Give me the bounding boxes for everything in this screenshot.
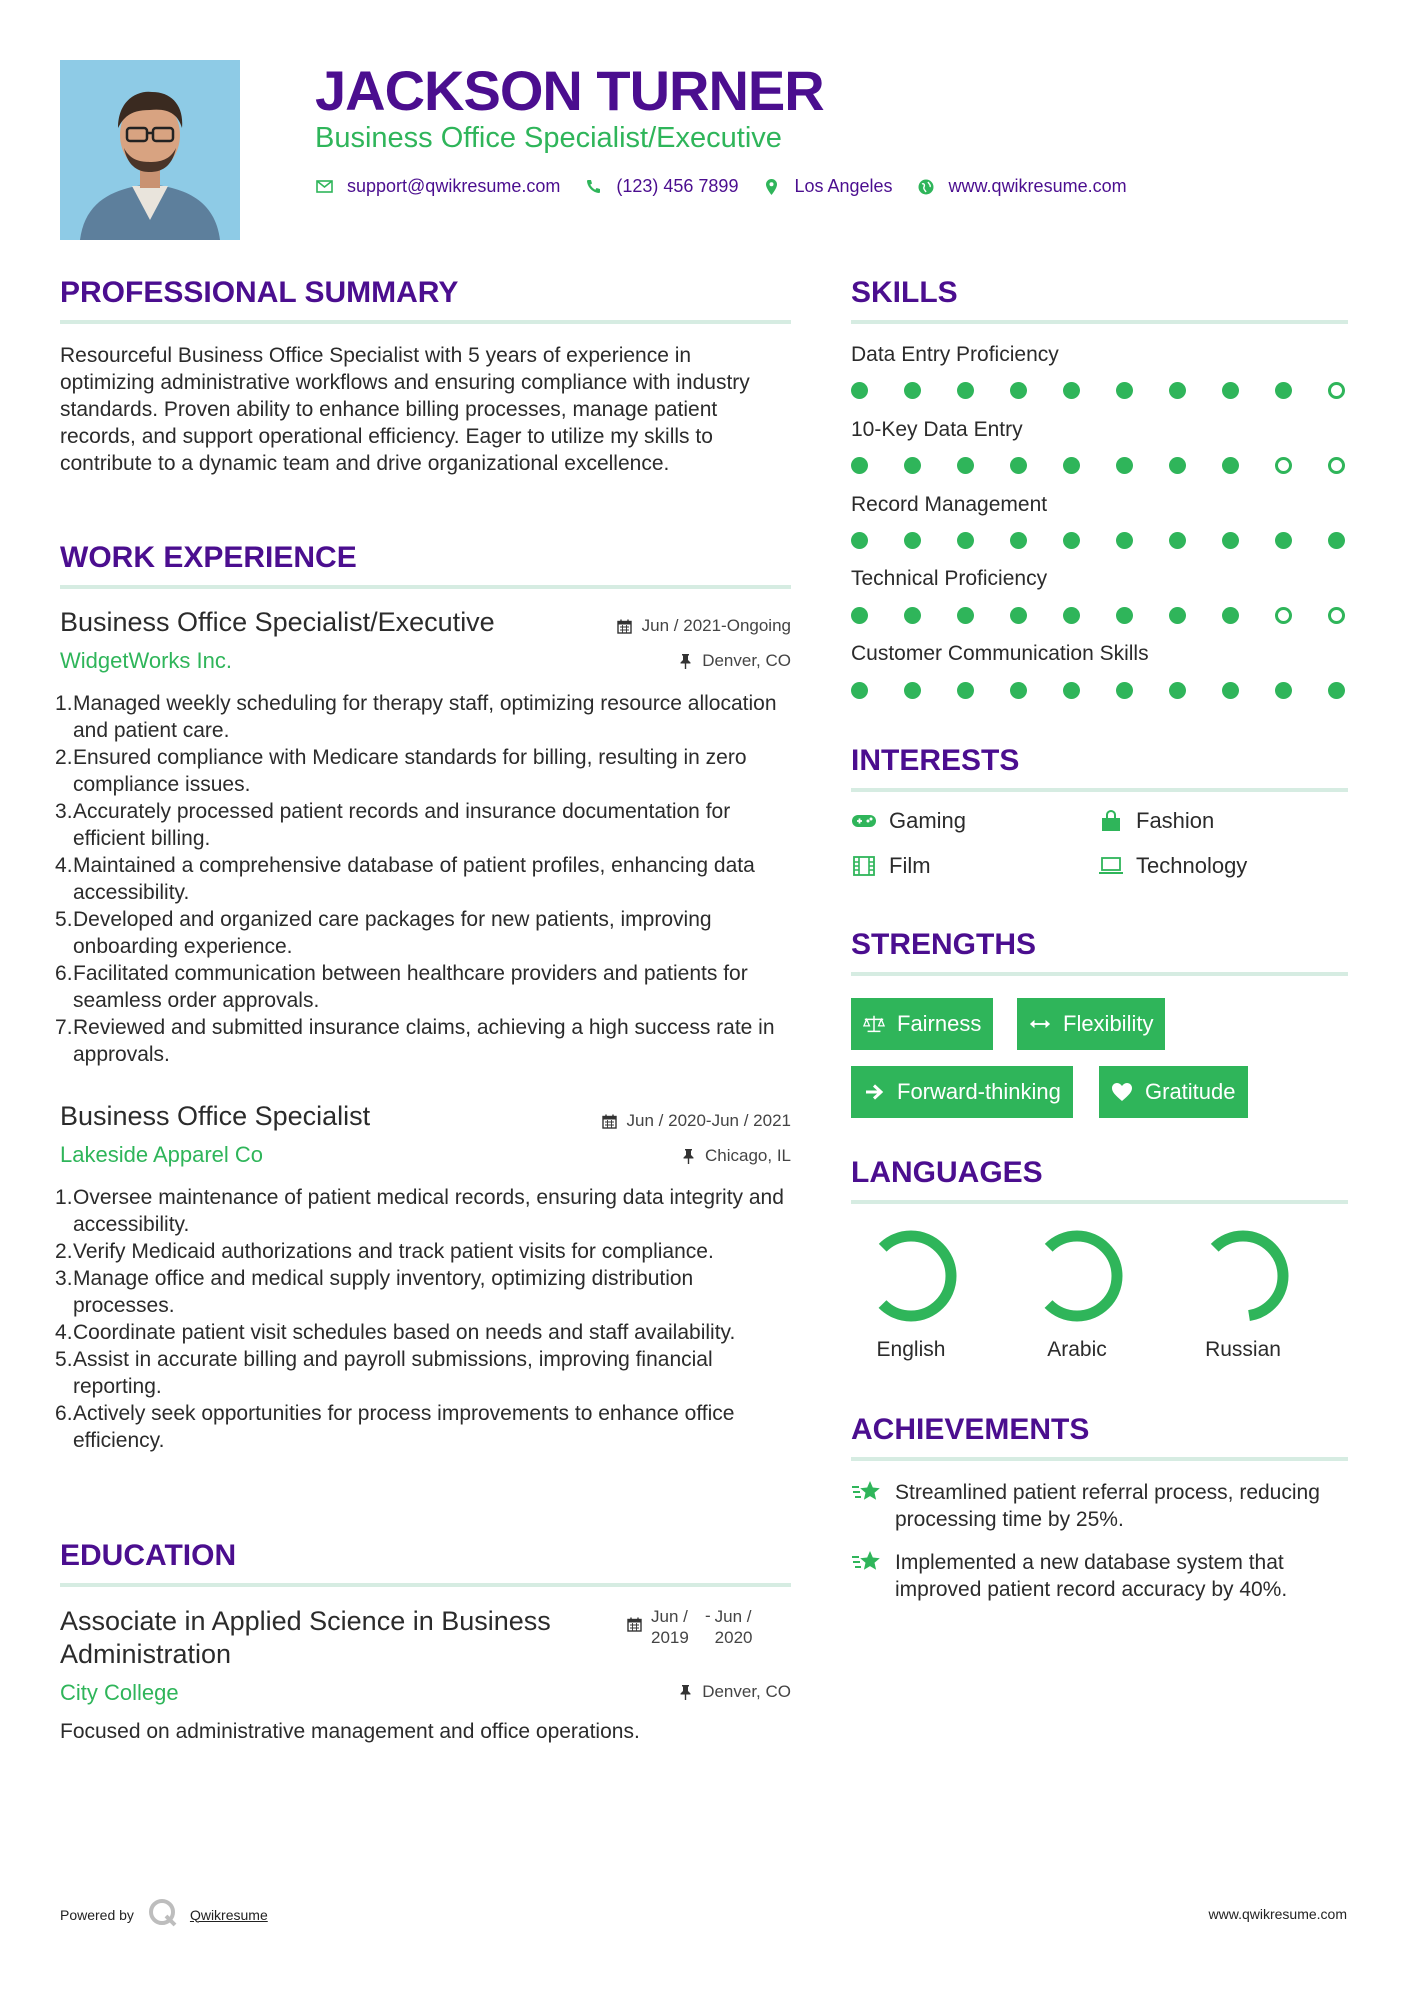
skill-dot-filled xyxy=(904,607,921,624)
skill-dot-filled xyxy=(1116,532,1133,549)
experience-heading: WORK EXPERIENCE xyxy=(60,541,357,574)
achievement-text: Streamlined patient referral process, reducing processing time by 25%. xyxy=(895,1481,1320,1531)
job-bullets xyxy=(55,690,795,1068)
summary-text: Resourceful Business Office Specialist with 5 years of experience in optimizing administrative workflows and ensuring compliance with industry standards. Proven ability to enhance billing processes, manage patient records, and support operational efficiency. Eager to utilize my skills to contribute to a dynamic team and drive organizational excellence. xyxy=(60,344,750,475)
job-location-text: Denver, CO xyxy=(702,651,791,670)
list-item: Manage office and medical supply inventory, optimizing distribution processes. xyxy=(73,1267,694,1317)
map-marker-icon xyxy=(762,178,780,196)
skill-dot-filled xyxy=(1063,607,1080,624)
skill-dot-filled xyxy=(1010,682,1027,699)
skill-dot-filled xyxy=(1063,532,1080,549)
contact-email[interactable] xyxy=(315,176,560,197)
job-dates-text: Jun / 2021-Ongoing xyxy=(641,616,791,635)
skill-dot-filled xyxy=(1116,382,1133,399)
skill-dot-filled xyxy=(1328,682,1345,699)
skill-dot-filled xyxy=(1275,532,1292,549)
list-item: Actively seek opportunities for process improvements to enhance office efficiency. xyxy=(73,1402,735,1452)
language-ring-arc xyxy=(861,1226,961,1326)
education-location xyxy=(677,1682,791,1702)
language-ring xyxy=(861,1226,961,1326)
skill-label: Customer Communication Skills xyxy=(851,642,1149,665)
job-title: Business Office Specialist xyxy=(60,1101,371,1131)
job-company: Lakeside Apparel Co xyxy=(60,1142,264,1167)
job-dates-text: Jun / 2020-Jun / 2021 xyxy=(626,1111,791,1130)
language-item xyxy=(851,1226,971,1362)
job-dates xyxy=(617,616,791,636)
education-divider xyxy=(60,1583,791,1587)
languages-heading: LANGUAGES xyxy=(851,1156,1043,1189)
skill-dot-filled xyxy=(851,382,868,399)
achievement-item xyxy=(851,1549,1348,1603)
interest-label: Fashion xyxy=(1136,808,1215,833)
skill-dot-filled xyxy=(851,682,868,699)
languages-divider xyxy=(851,1200,1348,1204)
skill-rating xyxy=(851,457,1345,474)
list-item: Developed and organized care packages for new patients, improving onboarding experience. xyxy=(73,908,712,958)
skill-dot-filled xyxy=(904,457,921,474)
skill-dot-filled xyxy=(904,682,921,699)
gamepad-icon xyxy=(851,810,877,832)
email-text: support@qwikresume.com xyxy=(347,176,561,196)
skill-dot-filled xyxy=(1275,382,1292,399)
list-item: Oversee maintenance of patient medical records, ensuring data integrity and accessibility. xyxy=(73,1186,784,1236)
pushpin-icon xyxy=(680,1148,696,1164)
language-label: Arabic xyxy=(1047,1338,1107,1361)
summary-heading: PROFESSIONAL SUMMARY xyxy=(60,276,459,309)
skills-divider xyxy=(851,320,1348,324)
pushpin-icon xyxy=(677,1684,693,1700)
strengths-divider xyxy=(851,972,1348,976)
profile-photo xyxy=(60,60,240,240)
education-start: Jun / 2019 xyxy=(651,1607,689,1647)
skill-dot-filled xyxy=(1116,607,1133,624)
skill-dot-empty xyxy=(1328,607,1345,624)
calendar-icon xyxy=(617,618,633,634)
summary-divider xyxy=(60,320,791,324)
website-text: www.qwikresume.com xyxy=(948,176,1127,196)
skill-dot-filled xyxy=(1169,682,1186,699)
skill-rating xyxy=(851,532,1345,549)
skill-dot-filled xyxy=(1222,382,1239,399)
skill-label: Record Management xyxy=(851,493,1048,516)
contact-website[interactable] xyxy=(917,176,1127,197)
film-icon xyxy=(851,855,877,877)
list-item: Coordinate patient visit schedules based on needs and staff availability. xyxy=(73,1321,736,1344)
achievements-divider xyxy=(851,1457,1348,1461)
shopping-bag-icon xyxy=(1098,810,1124,832)
skill-dot-filled xyxy=(1063,682,1080,699)
interest-label: Film xyxy=(889,853,931,878)
interest-fashion xyxy=(1098,808,1214,834)
skill-label: Technical Proficiency xyxy=(851,567,1048,590)
candidate-name: JACKSON TURNER xyxy=(315,59,824,122)
strength-badge xyxy=(851,1066,1073,1118)
experience-divider xyxy=(60,585,791,589)
list-item: Ensured compliance with Medicare standards for billing, resulting in zero compliance issues. xyxy=(73,746,747,796)
interest-label: Technology xyxy=(1136,853,1248,878)
education-description: Focused on administrative management and office operations. xyxy=(60,1720,640,1743)
education-location-text: Denver, CO xyxy=(702,1682,791,1701)
job-location xyxy=(680,1146,791,1166)
skill-dot-empty xyxy=(1328,382,1345,399)
skill-rating xyxy=(851,607,1345,624)
skill-dot-filled xyxy=(1010,607,1027,624)
arrow-right-icon xyxy=(863,1082,885,1102)
list-item: Verify Medicaid authorizations and track patient visits for compliance. xyxy=(73,1240,714,1263)
interest-film xyxy=(851,853,931,879)
strength-badge xyxy=(851,998,993,1050)
candidate-role: Business Office Specialist/Executive xyxy=(315,122,782,154)
star-icon xyxy=(851,1479,883,1505)
powered-by-text: Powered by xyxy=(60,1906,134,1923)
skill-label: 10-Key Data Entry xyxy=(851,418,1023,441)
skill-dot-filled xyxy=(1169,532,1186,549)
date-separator: - xyxy=(705,1606,711,1625)
skill-dot-filled xyxy=(1063,382,1080,399)
job-location xyxy=(677,651,791,671)
job-dates xyxy=(602,1111,791,1131)
education-end: Jun / 2020 xyxy=(714,1607,753,1647)
skill-dot-filled xyxy=(904,382,921,399)
laptop-icon xyxy=(1098,855,1124,877)
skill-dot-filled xyxy=(1222,607,1239,624)
language-item xyxy=(1017,1226,1137,1362)
strengths-heading: STRENGTHS xyxy=(851,928,1037,961)
achievement-text: Implemented a new database system that improved patient record accuracy by 40%. xyxy=(895,1551,1288,1601)
language-item xyxy=(1183,1226,1303,1362)
achievements-heading: ACHIEVEMENTS xyxy=(851,1413,1090,1446)
interests-divider xyxy=(851,788,1348,792)
profile-photo-illustration xyxy=(60,60,240,240)
skill-label: Data Entry Proficiency xyxy=(851,343,1059,366)
skill-dot-filled xyxy=(1010,457,1027,474)
strength-label: Fairness xyxy=(897,1011,982,1036)
list-item: Facilitated communication between healthcare providers and patients for seamless order approvals. xyxy=(73,962,748,1012)
skill-dot-filled xyxy=(1275,682,1292,699)
interest-gaming xyxy=(851,808,966,834)
education-heading: EDUCATION xyxy=(60,1539,237,1572)
interest-label: Gaming xyxy=(889,808,967,833)
skill-dot-empty xyxy=(1275,607,1292,624)
strength-badge xyxy=(1017,998,1165,1050)
star-icon xyxy=(851,1549,883,1575)
contact-location xyxy=(762,176,892,197)
calendar-icon xyxy=(626,1616,642,1632)
language-label: English xyxy=(876,1338,946,1361)
footer-powered-by xyxy=(60,1898,268,1931)
envelope-icon xyxy=(315,178,333,196)
skill-dot-filled xyxy=(1222,682,1239,699)
skill-dot-filled xyxy=(904,532,921,549)
skill-dot-filled xyxy=(851,607,868,624)
skill-dot-filled xyxy=(1116,682,1133,699)
contact-bar xyxy=(315,176,1151,197)
pushpin-icon xyxy=(677,653,693,669)
language-ring-arc xyxy=(1193,1226,1293,1326)
strength-label: Gratitude xyxy=(1145,1079,1236,1104)
list-item: Managed weekly scheduling for therapy staff, optimizing resource allocation and patient care. xyxy=(73,692,777,742)
heart-icon xyxy=(1111,1082,1133,1102)
skill-dot-filled xyxy=(1169,382,1186,399)
footer-website[interactable]: www.qwikresume.com xyxy=(1208,1906,1347,1922)
skill-dot-filled xyxy=(957,607,974,624)
arrows-horizontal-icon xyxy=(1029,1014,1051,1034)
location-text: Los Angeles xyxy=(794,176,893,196)
job-bullets xyxy=(55,1184,795,1454)
job-title: Business Office Specialist/Executive xyxy=(60,607,495,637)
skill-dot-filled xyxy=(1063,457,1080,474)
skill-dot-filled xyxy=(1222,532,1239,549)
language-label: Russian xyxy=(1205,1338,1281,1361)
contact-phone[interactable] xyxy=(584,176,738,197)
interest-technology xyxy=(1098,853,1247,879)
skill-dot-empty xyxy=(1275,457,1292,474)
list-item: Assist in accurate billing and payroll submissions, improving financial reporting. xyxy=(73,1348,713,1398)
phone-text: (123) 456 7899 xyxy=(616,176,739,196)
phone-icon xyxy=(584,178,602,196)
skill-dot-filled xyxy=(957,532,974,549)
achievement-item xyxy=(851,1479,1348,1533)
strength-label: Flexibility xyxy=(1063,1011,1154,1036)
language-ring-arc xyxy=(1027,1226,1127,1326)
strength-label: Forward-thinking xyxy=(897,1079,1061,1104)
skill-rating xyxy=(851,682,1345,699)
skill-dot-filled xyxy=(957,457,974,474)
education-school: City College xyxy=(60,1680,179,1705)
qwikresume-link[interactable]: Qwikresume xyxy=(189,1906,268,1923)
skill-dot-filled xyxy=(1169,607,1186,624)
list-item: Maintained a comprehensive database of patient profiles, enhancing data accessibility. xyxy=(73,854,755,904)
job-company: WidgetWorks Inc. xyxy=(60,648,232,673)
skill-dot-filled xyxy=(1116,457,1133,474)
language-ring xyxy=(1193,1226,1293,1326)
job-location-text: Chicago, IL xyxy=(705,1146,791,1165)
skill-rating xyxy=(851,382,1345,399)
list-item: Reviewed and submitted insurance claims, achieving a high success rate in approvals. xyxy=(73,1016,775,1066)
skill-dot-filled xyxy=(1328,532,1345,549)
list-item: Accurately processed patient records and insurance documentation for efficient billing. xyxy=(73,800,731,850)
skill-dot-filled xyxy=(957,382,974,399)
balance-scale-icon xyxy=(863,1014,885,1034)
skill-dot-filled xyxy=(1222,457,1239,474)
education-degree: Associate in Applied Science in Business Administration xyxy=(60,1606,551,1669)
skills-heading: SKILLS xyxy=(851,276,958,309)
skill-dot-empty xyxy=(1328,457,1345,474)
skill-dot-filled xyxy=(957,682,974,699)
strength-badge xyxy=(1099,1066,1248,1118)
skill-dot-filled xyxy=(851,532,868,549)
interests-heading: INTERESTS xyxy=(851,744,1020,777)
globe-icon xyxy=(917,178,935,196)
education-dates xyxy=(626,1606,763,1648)
skill-dot-filled xyxy=(1010,382,1027,399)
skill-dot-filled xyxy=(1169,457,1186,474)
language-ring xyxy=(1027,1226,1127,1326)
skill-dot-filled xyxy=(851,457,868,474)
qwikresume-logo-icon xyxy=(148,1898,178,1931)
skill-dot-filled xyxy=(1010,532,1027,549)
calendar-icon xyxy=(602,1113,618,1129)
